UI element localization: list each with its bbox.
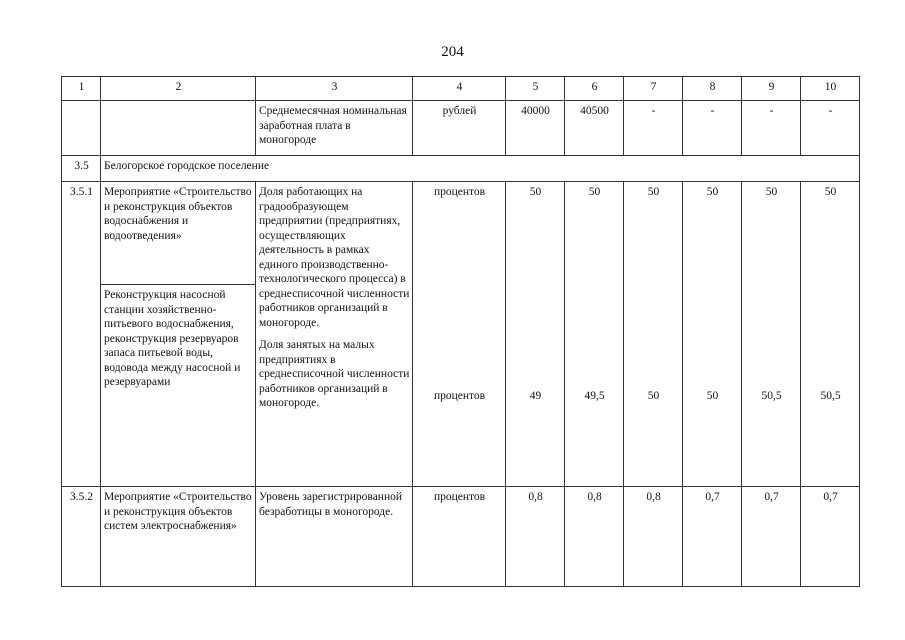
header-cell: 7 [624,77,683,101]
indicator-cell: Среднемесячная номинальная заработная плата в моногороде [256,101,413,156]
value-cell [624,182,683,487]
item-number: 3.5.2 [62,487,101,587]
unit-text: процентов [433,186,486,198]
event-cell: Мероприятие «Строительство и реконструкция объектов водоснабжения и водоотведения» [101,182,256,285]
value-cell [565,182,624,487]
value-cell [506,182,565,487]
value-cell: 0,7 [683,487,742,587]
value-cell: 40000 [506,101,565,156]
value-text: 50,5 [820,389,841,402]
value-cell [683,182,742,487]
section-row [62,156,860,182]
indicator-text: Доля занятых на малых предприятиях в среднесписочной численности работников организаций в моногороде. [259,339,410,409]
event-cell: Мероприятие «Строительство и реконструкция объектов систем электроснабжения» [101,487,256,587]
value-text: 50 [647,389,660,402]
value-text: 50 [647,186,660,198]
value-cell: - [683,101,742,156]
event-cell [101,101,256,156]
value-text: 50 [588,186,601,198]
value-cell: - [742,101,801,156]
indicators-table [61,76,860,587]
table-row-wage [62,101,860,156]
item-number: 3.5.1 [62,182,101,487]
header-cell: 9 [742,77,801,101]
indicator-cell [256,182,413,487]
value-text: 50,5 [761,389,782,402]
header-cell: 6 [565,77,624,101]
value-text: 50 [529,186,542,198]
unit-cell: процентов [413,487,506,587]
section-title: Белогорское городское поселение [101,156,860,182]
value-cell: 0,8 [624,487,683,587]
section-number: 3.5 [62,156,101,182]
value-cell: - [624,101,683,156]
value-cell: 0,7 [801,487,860,587]
header-cell: 10 [801,77,860,101]
value-text: 50 [824,186,837,198]
value-text: 50 [765,186,778,198]
row-number-cell [62,101,101,156]
value-cell: 40500 [565,101,624,156]
value-cell: 0,7 [742,487,801,587]
value-text: 49,5 [584,389,605,402]
indicator-text: Доля работающих на градообразующем предприятии (предприятиях, осуществляющих деятельность в рамках единого производственно-технологического процесса) в среднесписочной численности работников организаций в моногороде. [259,186,410,329]
table-row-351-a [62,182,860,285]
unit-text: процентов [433,389,486,402]
header-cell: 1 [62,77,101,101]
value-cell: - [801,101,860,156]
value-cell: 0,8 [506,487,565,587]
page-number: 204 [441,44,464,60]
header-cell: 5 [506,77,565,101]
unit-cell: рублей [413,101,506,156]
header-cell: 8 [683,77,742,101]
value-text: 50 [706,389,719,402]
indicator-cell: Уровень зарегистрированной безработицы в моногороде. [256,487,413,587]
value-cell: 0,8 [565,487,624,587]
unit-cell [413,182,506,487]
table-row-352 [62,487,860,587]
value-text: 49 [529,389,542,402]
table-header-row [62,77,860,101]
value-text: 50 [706,186,719,198]
header-cell: 2 [101,77,256,101]
header-cell: 4 [413,77,506,101]
value-cell [801,182,860,487]
header-cell: 3 [256,77,413,101]
value-cell [742,182,801,487]
sub-event-cell: Реконструкция насосной станции хозяйственно-питьевого водоснабжения, реконструкция резервуаров запаса питьевой воды, водовода между насосной и резервуарами [101,285,256,487]
